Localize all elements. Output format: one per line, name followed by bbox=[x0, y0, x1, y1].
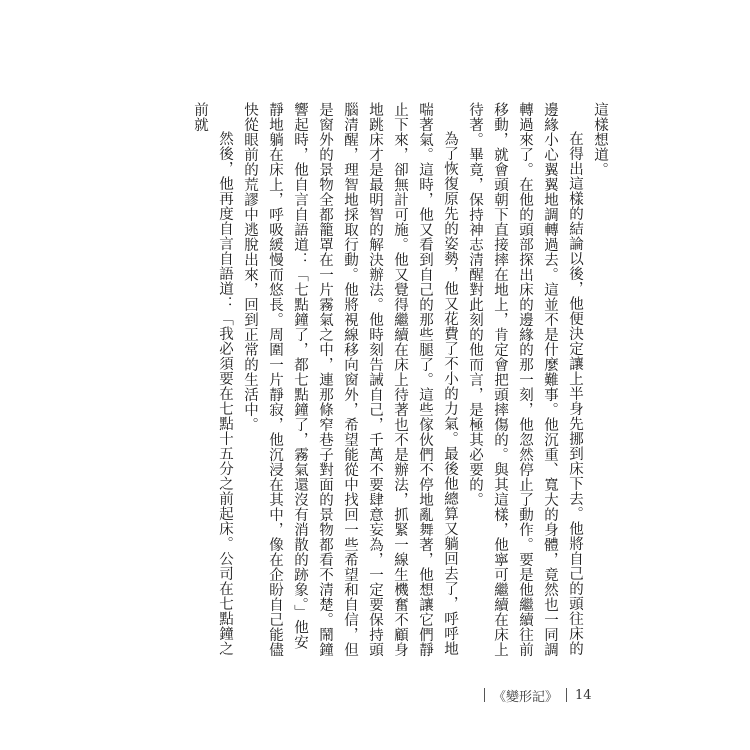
paragraph-1: 這樣想道。 bbox=[592, 102, 608, 177]
book-title: 《變形記》 bbox=[493, 689, 559, 705]
page-number: 14 bbox=[575, 687, 592, 703]
body-text bbox=[192, 102, 612, 662]
paragraph-4: 然後，他再度自言自語道：「我必須要在七點十五分之前起床。公司在七點鐘之前就 bbox=[192, 102, 233, 656]
footer-divider-right bbox=[566, 688, 567, 702]
paragraph-2: 在得出這樣的結論以後，他便決定讓上半身先挪到床下去。他將自己的頭往床的邊緣小心翼翼地調轉過去。這並不是什麼難事。他沉重、寬大的身體，竟然也一同調轉過來了。在他的頭部探出床的邊緣的那一刻，他忽然停止了動作。要是他繼續往前移動，就會頭朝下直接摔在地上，肯定會把頭摔傷的。與其這樣，他寧可繼續在床上待著。畢竟，保持神志清醒對此刻的他而言，是極其必要的。 bbox=[467, 102, 583, 657]
paragraph-3: 為了恢復原先的姿勢，他又花費了不小的力氣。最後他總算又躺回去了，呼呼地喘著氣。這時，他又看到自己的那些腿了。這些傢伙們不停地亂舞著，他想讓它們靜止下來，卻無計可施。他又覺得繼續在床上待著也不是辦法，抓緊一線生機奮不顧身地跳床才是最明智的解決辦法。他時刻告誡自己，千萬不要肆意妄為，一定要保持頭腦清醒，理智地採取行動。他將視線移向窗外，希望能從中找回一些希望和自信，但是窗外的景物全都籠罩在一片霧氣之中，連那條窄巷子對面的景物都看不清楚。鬧鐘響起時，他自言自語道：「七點鐘了，都七點鐘了，霧氣還沒有消散的跡象。」他安靜地躺在床上，呼吸緩慢而悠長。周圍一片靜寂，他沉浸在其中，像在企盼自己能儘快從眼前的荒謬中逃脫出來，回到正常的生活中。 bbox=[242, 102, 458, 657]
page-footer bbox=[476, 684, 592, 706]
footer-divider-left bbox=[484, 688, 485, 702]
